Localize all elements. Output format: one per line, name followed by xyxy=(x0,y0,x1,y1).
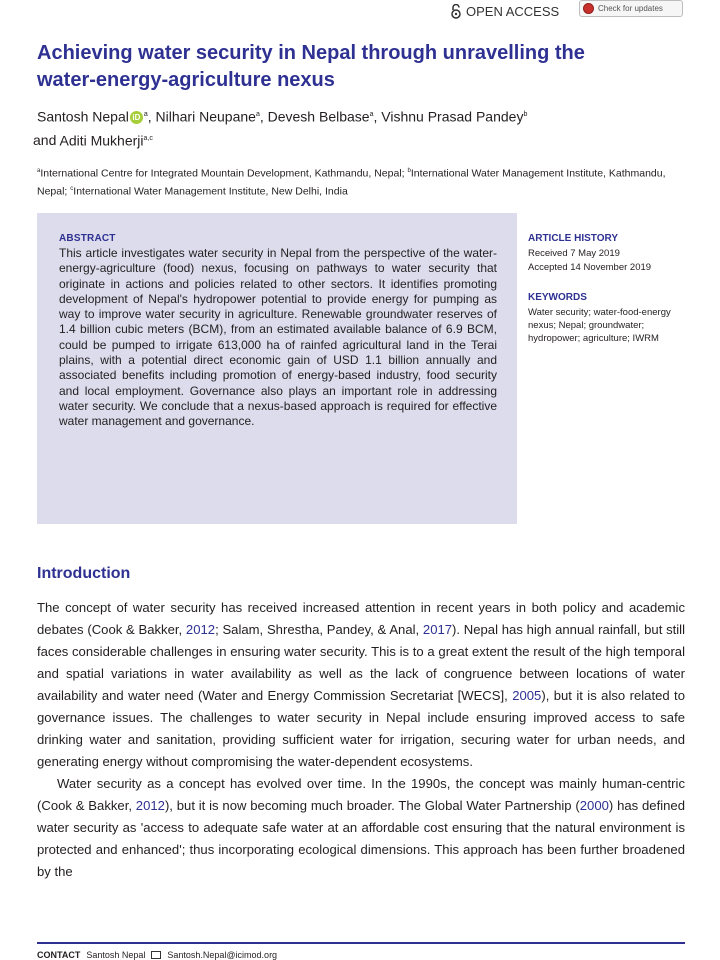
author-list xyxy=(33,104,697,151)
author-name[interactable]: Santosh Nepal xyxy=(37,108,129,125)
body-text: ), but it is also related to governance issues. The challenges to water security in Nepal include ensuring improved access to safe drinking water and sanitation, providing sufficient water for irrigation, securing water for urban needs, and generating energy without compromising the water-dependent ecosystems. xyxy=(37,688,685,769)
received-date: Received 7 May 2019 xyxy=(528,248,620,259)
citation-link[interactable]: 2012 xyxy=(135,798,165,813)
citation-link[interactable]: 2012 xyxy=(185,622,216,637)
abstract-text: This article investigates water security in Nepal from the perspective of the water-energy-agriculture (food) nexus, focusing on pathways to water security that originate in actions and policies related to other sectors. It identifies promoting development of Nepal's hydropower potential to provide energy for pumping as way to improve water security in agriculture. Renewable groundwater reserves of 1.4 billion cubic meters (BCM), from an estimated available balance of 6.9 BCM, could be pumped to irrigate 613,000 ha of rainfed agricultural land in the Terai plains, with a potential direct economic gain of USD 1.1 billion annually and associated benefits including promotion of energy-based industry, food security and local employment. Governance also plays an important role in addressing water security. We conclude that a nexus-based approach is required for effective water management and governance. xyxy=(59,246,497,429)
title-line-1: Achieving water security in Nepal through unravelling the xyxy=(37,42,585,64)
paragraph xyxy=(37,773,685,883)
author-separator: , xyxy=(147,108,156,125)
author-separator: , xyxy=(373,108,382,125)
author-affil-sup: a,c xyxy=(143,134,153,142)
accepted-date: Accepted 14 November 2019 xyxy=(528,262,652,273)
affil-marker: b xyxy=(407,168,411,174)
abstract-heading: ABSTRACT xyxy=(59,233,116,244)
author-affil-sup: a xyxy=(255,111,260,118)
affil-marker: c xyxy=(70,185,74,192)
author-affil-sup: a xyxy=(143,111,148,118)
body-text: ). Nepal has high annual rainfall, but still faces considerable challenges in ensuring water security. This is to a great extent the result of the high temporal and spatial variations in water availability as well as the lack of congruence between locations of water availability and water need (Water and Energy Commission Secretariat [WECS], xyxy=(37,622,685,703)
citation-link[interactable]: 2005 xyxy=(512,688,542,703)
email-icon xyxy=(151,951,161,959)
body-text: ) has defined water security as 'access to adequate safe water at an affordable cost ensuring that the natural environment is protected and enhanced'; thus incorporating ecological dimensions. This approach has been further broadened by the xyxy=(37,798,685,879)
paragraph xyxy=(37,597,685,773)
open-access-label: OPEN ACCESS xyxy=(466,4,560,19)
article-title xyxy=(37,40,687,94)
contact-name: Santosh Nepal xyxy=(86,950,146,960)
affil-marker: a xyxy=(37,168,41,174)
open-lock-icon xyxy=(450,4,462,19)
article-history-heading: ARTICLE HISTORY xyxy=(528,233,619,244)
affiliation-c: International Water Management Institute, New Delhi, India xyxy=(73,185,348,197)
body-text: ), but it is now becoming much broader. The Global Water Partnership ( xyxy=(164,798,580,813)
body-text: The concept of water security has received increased attention in recent years in both policy and academic debates (Cook & Bakker, xyxy=(37,600,685,637)
introduction-heading: Introduction xyxy=(37,565,131,582)
title-line-2: water-energy-agriculture nexus xyxy=(37,69,335,91)
body-text: ; Salam, Shrestha, Pandey, & Anal, xyxy=(215,622,423,637)
affiliation-b: International Water Management Institute, Kathmandu, Nepal; xyxy=(37,167,666,197)
introduction-body xyxy=(37,597,685,883)
affiliation-a: International Centre for Integrated Mountain Development, Kathmandu, Nepal; xyxy=(40,167,408,180)
contact-email[interactable]: Santosh.Nepal@icimod.org xyxy=(167,950,278,960)
keywords-list: Water security; water-food-energy nexus; Nepal; groundwater; hydropower; agriculture; IWRM xyxy=(528,307,671,344)
author-affil-sup: a xyxy=(369,111,374,118)
author-name[interactable]: Devesh Belbase xyxy=(267,108,370,125)
citation-link[interactable]: 2000 xyxy=(579,798,609,813)
affiliations xyxy=(37,164,697,199)
keywords-heading: KEYWORDS xyxy=(528,292,587,303)
check-for-updates-button[interactable] xyxy=(579,0,683,17)
author-name[interactable]: Vishnu Prasad Pandey xyxy=(381,108,524,125)
author-separator: and xyxy=(33,132,60,149)
author-name[interactable]: Aditi Mukherji xyxy=(59,132,144,149)
author-separator: , xyxy=(259,108,268,125)
contact-label: CONTACT xyxy=(37,950,81,960)
contact-line xyxy=(37,950,277,960)
citation-link[interactable]: 2017 xyxy=(422,622,453,637)
footer-rule xyxy=(37,942,685,944)
body-text: Water security as a concept has evolved over time. In the 1990s, the concept was mainly human-centric (Cook & Bakker, xyxy=(37,776,685,813)
crossmark-icon xyxy=(583,3,594,14)
check-for-updates-label: Check for updates xyxy=(598,4,663,13)
open-access-badge xyxy=(450,4,559,19)
author-name[interactable]: Nilhari Neupane xyxy=(155,108,256,125)
orcid-icon[interactable]: iD xyxy=(130,111,143,124)
author-affil-sup: b xyxy=(523,111,528,118)
